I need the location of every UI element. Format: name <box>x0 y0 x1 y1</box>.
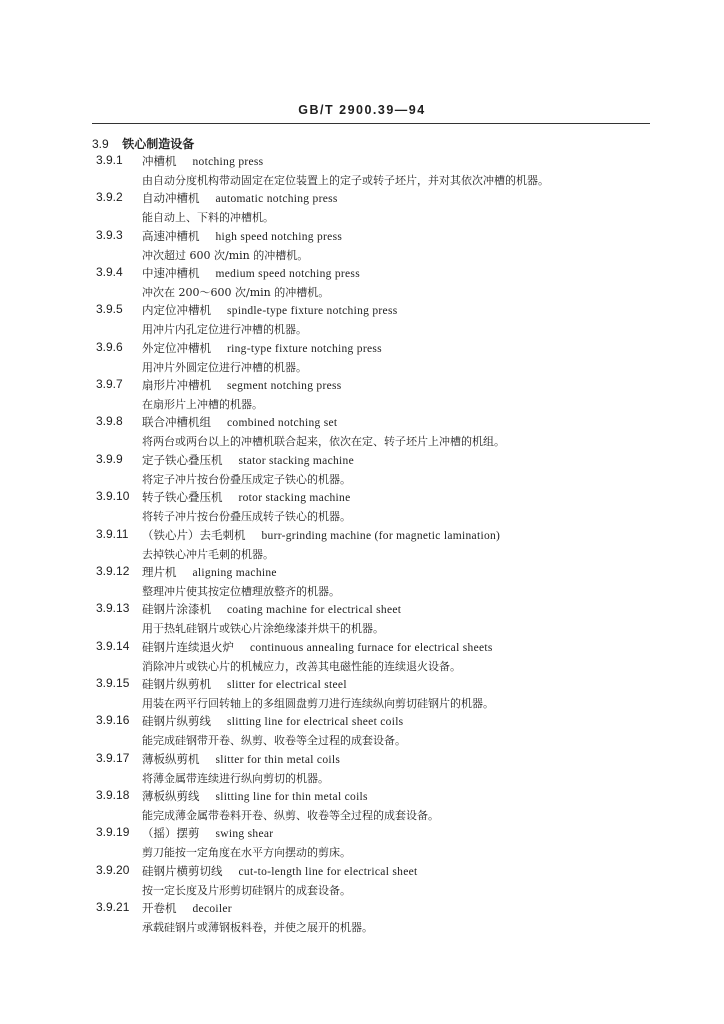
term-definition: 整理冲片使其按定位槽理放整齐的机器。 <box>142 584 340 598</box>
term-en: continuous annealing furnace for electrical sheets <box>250 641 493 654</box>
term-definition: 能自动上、下料的冲槽机。 <box>142 211 274 225</box>
term-number: 3.9.3 <box>96 227 123 242</box>
term-name <box>142 302 398 318</box>
term-definition: 消除冲片或铁心片的机械应力，改善其电磁性能的连续退火设备。 <box>142 659 461 673</box>
term-en: notching press <box>192 156 264 168</box>
term-en: combined notching set <box>227 417 338 430</box>
term-name <box>142 900 232 916</box>
term-name <box>142 228 342 244</box>
term-definition: 用冲片外圆定位进行冲槽的机器。 <box>142 360 307 374</box>
term-number: 3.9.20 <box>96 862 130 877</box>
term-number: 3.9.14 <box>96 638 130 653</box>
term-zh: 硅钢片连续退火炉 <box>142 639 234 654</box>
term-zh: 内定位冲槽机 <box>142 303 211 318</box>
term-en: rotor stacking machine <box>238 492 351 505</box>
term-name <box>142 863 418 879</box>
term-zh: 硅钢片横剪切线 <box>142 863 223 878</box>
term-name <box>142 713 403 729</box>
term-number: 3.9.13 <box>96 601 130 616</box>
term-number: 3.9.1 <box>96 153 123 167</box>
term-name <box>142 601 401 617</box>
term-zh: 高速冲槽机 <box>142 228 200 243</box>
term-number: 3.9.16 <box>96 713 130 728</box>
section-title: 铁心制造设备 <box>122 137 195 151</box>
term-en: automatic notching press <box>215 193 338 206</box>
term-zh: 硅钢片纵剪机 <box>142 676 211 691</box>
term-number: 3.9.19 <box>96 825 130 840</box>
term-definition: 用装在两平行回转轴上的多组圆盘剪刀进行连续纵向剪切硅钢片的机器。 <box>142 696 494 710</box>
term-definition: 冲次超过 600 次/min 的冲槽机。 <box>142 248 309 262</box>
term-definition: 承载硅钢片或薄钢板料卷，并使之展开的机器。 <box>142 921 373 934</box>
term-en: slitter for thin metal coils <box>215 753 341 766</box>
term-name <box>142 676 347 692</box>
term-name <box>142 340 382 356</box>
term-definition: 将薄金属带连续进行纵向剪切的机器。 <box>142 771 329 785</box>
term-en: coating machine for electrical sheet <box>227 604 402 617</box>
term-zh: 冲槽机 <box>142 154 177 168</box>
term-zh: 硅钢片涂漆机 <box>142 602 211 617</box>
term-en: slitter for electrical steel <box>227 678 347 691</box>
term-zh: （铁心片）去毛刺机 <box>142 527 246 542</box>
term-number: 3.9.21 <box>96 900 130 914</box>
section-heading <box>92 135 194 152</box>
term-zh: 薄板纵剪线 <box>142 788 200 803</box>
term-number: 3.9.8 <box>96 414 123 429</box>
term-name <box>142 452 354 468</box>
term-zh: （摇）摆剪 <box>142 826 200 841</box>
term-zh: 定子铁心叠压机 <box>142 452 223 467</box>
term-en: slitting line for electrical sheet coils <box>227 716 404 729</box>
term-name <box>142 153 263 169</box>
term-number: 3.9.6 <box>96 339 123 354</box>
header-rule <box>92 123 650 124</box>
term-number: 3.9.17 <box>96 750 130 765</box>
term-number: 3.9.2 <box>96 190 123 205</box>
term-definition: 用于热轧硅钢片或铁心片涂绝缘漆并烘干的机器。 <box>142 622 384 636</box>
term-definition: 用冲片内孔定位进行冲槽的机器。 <box>142 323 307 337</box>
term-definition: 由自动分度机构带动固定在定位装置上的定子或转子坯片，并对其依次冲槽的机器。 <box>142 174 549 187</box>
term-definition: 剪刀能按一定角度在水平方向摆动的剪床。 <box>142 846 351 860</box>
term-zh: 薄板纵剪机 <box>142 751 200 766</box>
term-en: ring-type fixture notching press <box>227 342 382 355</box>
term-name <box>142 639 493 655</box>
term-en: cut-to-length line for electrical sheet <box>238 865 418 878</box>
term-name <box>142 190 338 206</box>
term-en: aligning machine <box>192 566 277 579</box>
term-zh: 中速冲槽机 <box>142 266 200 281</box>
term-definition: 在扇形片上冲槽的机器。 <box>142 398 263 412</box>
term-en: stator stacking machine <box>238 454 354 467</box>
term-number: 3.9.9 <box>96 451 123 466</box>
term-en: medium speed notching press <box>215 268 360 281</box>
term-number: 3.9.18 <box>96 787 130 802</box>
term-en: decoiler <box>192 903 232 915</box>
term-name <box>142 265 360 281</box>
term-definition: 冲次在 200～600 次/min 的冲槽机。 <box>142 286 330 300</box>
term-name <box>142 527 500 543</box>
term-name <box>142 377 342 393</box>
term-definition: 按一定长度及片形剪切硅钢片的成套设备。 <box>142 883 351 897</box>
term-name <box>142 825 273 841</box>
term-en: burr-grinding machine (for magnetic lamination) <box>261 529 501 542</box>
term-name <box>142 489 350 505</box>
term-definition: 能完成硅钢带开卷、纵剪、收卷等全过程的成套设备。 <box>142 734 406 748</box>
term-zh: 理片机 <box>142 564 177 579</box>
term-en: high speed notching press <box>215 230 343 243</box>
term-definition: 将两台或两台以上的冲槽机联合起来，依次在定、转子坯片上冲槽的机组。 <box>142 435 505 449</box>
section-number: 3.9 <box>92 137 109 151</box>
term-name <box>142 564 277 580</box>
term-definition: 去掉铁心冲片毛刺的机器。 <box>142 547 274 561</box>
term-zh: 硅钢片纵剪线 <box>142 714 211 729</box>
term-number: 3.9.10 <box>96 489 130 504</box>
term-name <box>142 788 368 804</box>
term-definition: 能完成薄金属带卷料开卷、纵剪、收卷等全过程的成套设备。 <box>142 808 439 822</box>
term-number: 3.9.4 <box>96 265 123 280</box>
term-zh: 联合冲槽机组 <box>142 415 211 430</box>
term-definition: 将转子冲片按台份叠压成转子铁心的机器。 <box>142 510 351 524</box>
term-zh: 转子铁心叠压机 <box>142 490 223 505</box>
term-zh: 扇形片冲槽机 <box>142 378 211 393</box>
term-name <box>142 751 340 767</box>
term-zh: 开卷机 <box>142 901 177 915</box>
term-en: swing shear <box>215 828 274 841</box>
term-number: 3.9.12 <box>96 563 130 578</box>
term-number: 3.9.7 <box>96 377 123 392</box>
term-number: 3.9.5 <box>96 302 123 317</box>
term-zh: 外定位冲槽机 <box>142 340 211 355</box>
document-header: GB/T 2900.39—94 <box>298 103 426 117</box>
term-name <box>142 414 337 430</box>
term-zh: 自动冲槽机 <box>142 191 200 206</box>
term-number: 3.9.11 <box>96 526 129 541</box>
term-en: slitting line for thin metal coils <box>215 790 368 803</box>
term-number: 3.9.15 <box>96 675 130 690</box>
term-en: segment notching press <box>227 380 342 393</box>
term-en: spindle-type fixture notching press <box>227 305 398 318</box>
term-definition: 将定子冲片按台份叠压成定子铁心的机器。 <box>142 472 351 486</box>
